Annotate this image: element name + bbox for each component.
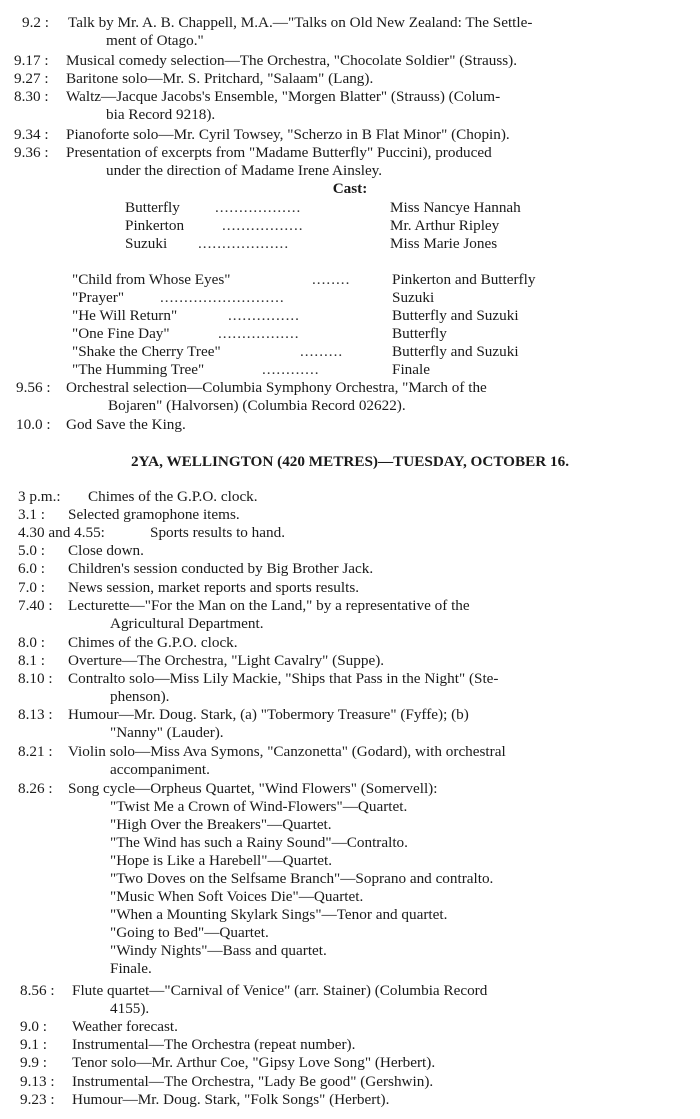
- entry-time: 5.0 :: [18, 542, 46, 559]
- aria-title: "He Will Return": [72, 307, 178, 324]
- entry-line: Overture—The Orchestra, "Light Cavalry" (Suppe).: [68, 652, 385, 669]
- aria-singers: Pinkerton and Butterfly: [392, 271, 536, 288]
- entry-line: God Save the King.: [66, 416, 186, 433]
- cast-row: [0, 199, 700, 217]
- cast-role: Pinkerton: [125, 217, 185, 234]
- cast-heading: Cast:: [332, 180, 368, 197]
- entry-time: 9.2 :: [22, 14, 50, 31]
- entry-line: Humour—Mr. Doug. Stark, (a) "Tobermory Treasure" (Fyffe); (b): [68, 706, 469, 723]
- entry-time: 10.0 :: [16, 416, 51, 433]
- entry-line: Flute quartet—"Carnival of Venice" (arr. Stainer) (Columbia Record: [72, 982, 488, 999]
- entry-time: 6.0 :: [18, 560, 46, 577]
- entry-line: Bojaren" (Halvorsen) (Columbia Record 02622).: [108, 397, 406, 414]
- entry-line: Tenor solo—Mr. Arthur Coe, "Gipsy Love Song" (Herbert).: [72, 1054, 436, 1071]
- entry-line: phenson).: [110, 688, 170, 705]
- entry-line: Musical comedy selection—The Orchestra, "Chocolate Soldier" (Strauss).: [66, 52, 518, 69]
- entry-line: Instrumental—The Orchestra, "Lady Be good" (Gershwin).: [72, 1073, 434, 1090]
- cast-leader: .................: [222, 217, 304, 234]
- entry-time: 8.13 :: [18, 706, 53, 723]
- aria-singers: Suzuki: [392, 289, 435, 306]
- song-item: "Music When Soft Voices Die"—Quartet.: [110, 888, 364, 905]
- aria-title: "One Fine Day": [72, 325, 170, 342]
- entry-line: ment of Otago.": [106, 32, 204, 49]
- entry-time: 8.1 :: [18, 652, 46, 669]
- aria-title: "Child from Whose Eyes": [72, 271, 231, 288]
- song-item: "Two Doves on the Selfsame Branch"—Soprano and contralto.: [110, 870, 494, 887]
- entry-line: Presentation of excerpts from "Madame Butterfly" Puccini), produced: [66, 144, 492, 161]
- station-heading: 2YA, WELLINGTON (420 METRES)—TUESDAY, OCTOBER 16.: [130, 453, 570, 470]
- entry-line: under the direction of Madame Irene Ainsley.: [106, 162, 383, 179]
- entry-line: bia Record 9218).: [106, 106, 216, 123]
- aria-title: "Shake the Cherry Tree": [72, 343, 221, 360]
- aria-leader: .........: [300, 343, 344, 360]
- song-item: "High Over the Breakers"—Quartet.: [110, 816, 332, 833]
- entry-line: Talk by Mr. A. B. Chappell, M.A.—"Talks on Old New Zealand: The Settle-: [68, 14, 533, 31]
- song-item: "Twist Me a Crown of Wind-Flowers"—Quartet.: [110, 798, 408, 815]
- aria-singers: Butterfly and Suzuki: [392, 343, 519, 360]
- entry-line: Violin solo—Miss Ava Symons, "Canzonetta" (Godard), with orchestral: [68, 743, 506, 760]
- entry-line: Orchestral selection—Columbia Symphony Orchestra, "March of the: [66, 379, 487, 396]
- aria-row: [0, 343, 700, 361]
- entry-time: 7.0 :: [18, 579, 46, 596]
- aria-title: "Prayer": [72, 289, 125, 306]
- entry-time: 9.56 :: [16, 379, 51, 396]
- entry-time: 9.27 :: [14, 70, 49, 87]
- cast-leader: ..................: [215, 199, 302, 216]
- aria-row: [0, 289, 700, 307]
- aria-row: [0, 271, 700, 289]
- entry-line: accompaniment.: [110, 761, 210, 778]
- aria-leader: .................: [218, 325, 300, 342]
- entry-time: 9.34 :: [14, 126, 49, 143]
- entry-time: 9.17 :: [14, 52, 49, 69]
- aria-title: "The Humming Tree": [72, 361, 205, 378]
- aria-singers: Finale: [392, 361, 430, 378]
- entry-time: 8.30 :: [14, 88, 49, 105]
- entry-line: Lecturette—"For the Man on the Land," by a representative of the: [68, 597, 470, 614]
- cast-actor: Mr. Arthur Ripley: [390, 217, 500, 234]
- entry-time: 9.13 :: [20, 1073, 55, 1090]
- entry-time: 8.56 :: [20, 982, 55, 999]
- aria-row: [0, 325, 700, 343]
- entry-line: Pianoforte solo—Mr. Cyril Towsey, "Scherzo in B Flat Minor" (Chopin).: [66, 126, 510, 143]
- entry-time: 8.21 :: [18, 743, 53, 760]
- cast-actor: Miss Marie Jones: [390, 235, 498, 252]
- cast-role: Suzuki: [125, 235, 168, 252]
- entry-time: 8.0 :: [18, 634, 46, 651]
- song-item: "Going to Bed"—Quartet.: [110, 924, 269, 941]
- song-item: Finale.: [110, 960, 152, 977]
- entry-line: Chimes of the G.P.O. clock.: [88, 488, 258, 505]
- entry-line: Agricultural Department.: [110, 615, 264, 632]
- entry-line: Baritone solo—Mr. S. Pritchard, "Salaam" (Lang).: [66, 70, 374, 87]
- cast-actor: Miss Nancye Hannah: [390, 199, 521, 216]
- entry-time: 9.36 :: [14, 144, 49, 161]
- song-item: "Windy Nights"—Bass and quartet.: [110, 942, 327, 959]
- aria-leader: ...............: [228, 307, 300, 324]
- entry-line: Sports results to hand.: [150, 524, 285, 541]
- entry-time: 7.40 :: [18, 597, 53, 614]
- aria-leader: ..........................: [160, 289, 285, 306]
- entry-time: 9.23 :: [20, 1091, 55, 1108]
- entry-time: 9.9 :: [20, 1054, 48, 1071]
- entry-time: 4.30 and 4.55:: [18, 524, 105, 541]
- aria-row: [0, 307, 700, 325]
- entry-time: 3 p.m.:: [18, 488, 61, 505]
- entry-line: Humour—Mr. Doug. Stark, "Folk Songs" (Herbert).: [72, 1091, 390, 1108]
- song-item: "The Wind has such a Rainy Sound"—Contralto.: [110, 834, 408, 851]
- aria-leader: ........: [312, 271, 351, 288]
- entry-time: 9.0 :: [20, 1018, 48, 1035]
- aria-singers: Butterfly: [392, 325, 447, 342]
- entry-time: 8.26 :: [18, 780, 53, 797]
- entry-line: Instrumental—The Orchestra (repeat number).: [72, 1036, 356, 1053]
- entry-line: "Nanny" (Lauder).: [110, 724, 224, 741]
- song-item: "When a Mounting Skylark Sings"—Tenor and quartet.: [110, 906, 448, 923]
- entry-line: Waltz—Jacque Jacobs's Ensemble, "Morgen Blatter" (Strauss) (Colum-: [66, 88, 501, 105]
- entry-line: Contralto solo—Miss Lily Mackie, "Ships that Pass in the Night" (Ste-: [68, 670, 499, 687]
- entry-line: Close down.: [68, 542, 144, 559]
- aria-row: [0, 361, 700, 379]
- entry-line: Chimes of the G.P.O. clock.: [68, 634, 238, 651]
- cast-row: [0, 235, 700, 253]
- entry-line: 4155).: [110, 1000, 150, 1017]
- entry-line: Song cycle—Orpheus Quartet, "Wind Flowers" (Somervell):: [68, 780, 438, 797]
- entry-time: 8.10 :: [18, 670, 53, 687]
- entry-line: News session, market reports and sports results.: [68, 579, 360, 596]
- aria-singers: Butterfly and Suzuki: [392, 307, 519, 324]
- entry-time: 9.1 :: [20, 1036, 48, 1053]
- entry-line: Children's session conducted by Big Brother Jack.: [68, 560, 374, 577]
- song-item: "Hope is Like a Harebell"—Quartet.: [110, 852, 332, 869]
- entry-time: 3.1 :: [18, 506, 46, 523]
- cast-leader: ...................: [198, 235, 290, 252]
- entry-line: Selected gramophone items.: [68, 506, 240, 523]
- aria-leader: ............: [262, 361, 320, 378]
- cast-role: Butterfly: [125, 199, 180, 216]
- cast-row: [0, 217, 700, 235]
- entry-line: Weather forecast.: [72, 1018, 178, 1035]
